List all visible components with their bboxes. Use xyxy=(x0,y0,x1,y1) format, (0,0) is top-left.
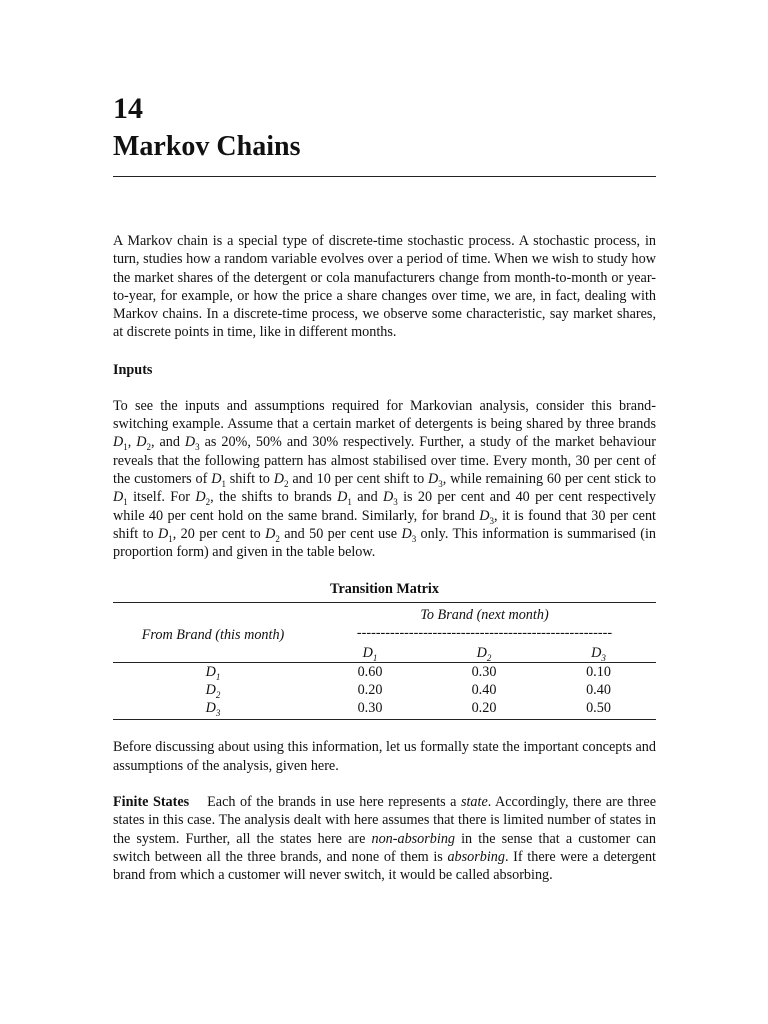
intro-paragraph: A Markov chain is a special type of discrete-time stochastic process. A stochastic process, in turn, studies how a random variable evolves over a period of time. When we wish to study how the market shares of the detergent or cola manufacturers change from month-to-month or year-to-year, for example, or how the price a share changes over time, we are, in fact, dealing with Markov chains. In a discrete-time process, we observe some characteristic, say market shares, at discrete points in time, like in different months. xyxy=(113,233,656,341)
transition-matrix-table xyxy=(113,602,656,720)
table-cell: 0.20 xyxy=(357,682,383,699)
section-heading-inputs: Inputs xyxy=(113,361,153,378)
table-cell: 0.30 xyxy=(357,700,383,717)
row-header-d3: $D_3$ xyxy=(205,700,221,719)
after-table-paragraph: Before discussing about using this information, let us formally state the important concepts and assumptions of the analysis, given here. xyxy=(113,739,656,774)
inputs-paragraph: To see the inputs and assumptions required for Markovian analysis, consider this brand-switching example. Assume that a certain market of detergents is being shared by three brands $D_1$, $D_2$, and $D_3$ as 20%, 50% and 30% respectively. Further, a study of the market behaviour reveals that the following pattern has almost stabilised over time. Every month, 30 per cent of the customers of $D_1$ shift to $D_2$ and 10 per cent shift to $D_3$, while remaining 60 per cent stick to $D_1$ itself. For $D_2$, the shifts to brands $D_1$ and $D_3$ is 20 per cent and 40 per cent respectively while 40 per cent hold on the same brand. Similarly, for brand $D_3$, it is found that 30 per cent shift to $D_1$, 20 per cent to $D_2$ and 50 per cent use $D_3$ only. This information is summarised (in proportion form) and given in the table below. xyxy=(113,397,657,561)
table-cell: 0.20 xyxy=(471,700,497,717)
table-row xyxy=(113,681,656,699)
table-cell: 0.30 xyxy=(471,664,497,681)
table-cell: 0.50 xyxy=(586,700,611,717)
table-row xyxy=(113,663,656,682)
from-brand-header: From Brand (this month) xyxy=(113,624,313,663)
table-row xyxy=(113,699,656,719)
row-header-d2: $D_2$ xyxy=(205,682,221,701)
term-finite-states: Finite States xyxy=(113,794,190,811)
column-header-d1: $D_1$ xyxy=(313,642,427,663)
header-dashes: ------------------------------------------------------ xyxy=(356,625,613,642)
title-rule xyxy=(113,176,656,177)
column-header-d3: $D_3$ xyxy=(541,642,656,663)
table-cell: 0.40 xyxy=(586,682,611,699)
finite-states-paragraph xyxy=(113,793,656,884)
chapter-title: Markov Chains xyxy=(113,131,301,162)
table-title: Transition Matrix xyxy=(330,581,439,598)
chapter-number: 14 xyxy=(113,92,143,125)
document-page xyxy=(113,92,656,885)
row-header-d1: $D_1$ xyxy=(205,664,221,683)
column-header-d2: $D_2$ xyxy=(427,642,541,663)
table-cell: 0.10 xyxy=(586,664,611,681)
table-cell: 0.60 xyxy=(357,664,383,681)
finite-states-body: Each of the brands in use here represents a state. Accordingly, there are three states in this case. The analysis dealt with here assumes that there is limited number of states in the system. Further, all the states here are non-absorbing in the sense that a customer can switch between all the three brands, and none of them is absorbing. If there were a detergent brand from which a customer will never switch, it would be called absorbing. xyxy=(113,794,657,884)
to-brand-header: To Brand (next month) xyxy=(420,607,549,624)
table-cell: 0.40 xyxy=(471,682,497,699)
